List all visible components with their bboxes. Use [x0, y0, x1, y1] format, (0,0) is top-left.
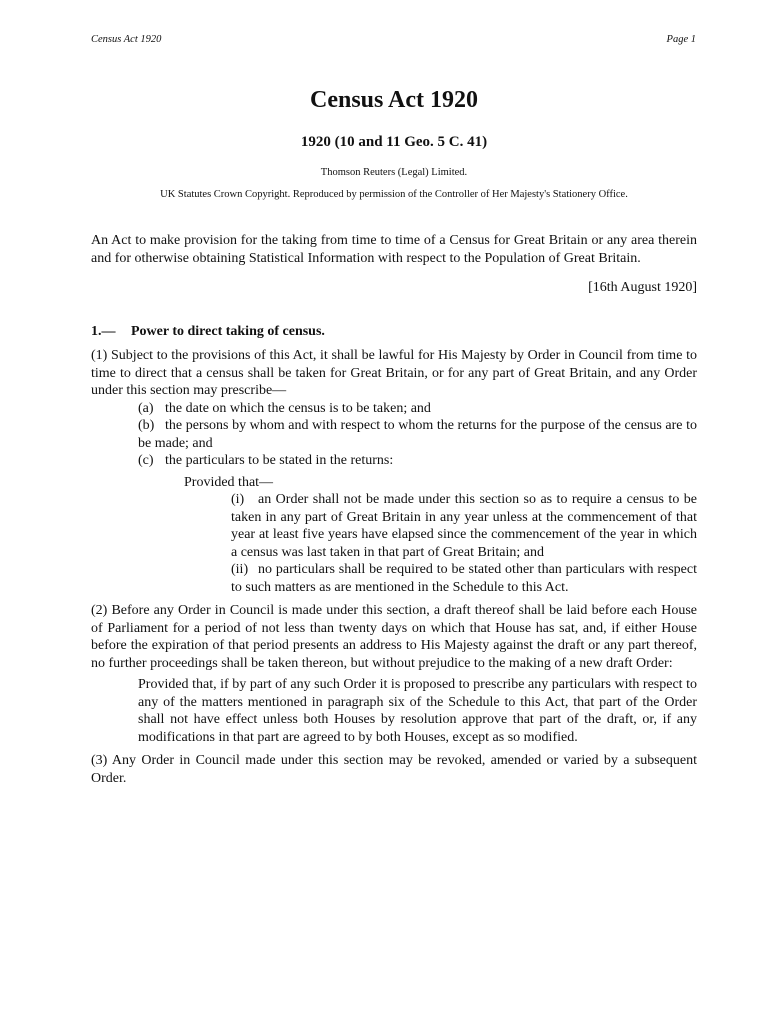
proviso-text: an Order shall not be made under this section so as to require a census to be taken in any part of Great Britain in any year unless at the commencement of that year at least five years have elapsed since the commencement of the year in which a census was last taken in that part of Great Britain; and: [231, 492, 697, 560]
proviso-label: (i): [231, 492, 245, 507]
document-body: [91, 80, 697, 787]
publisher-line: Thomson Reuters (Legal) Limited.: [320, 167, 468, 178]
proviso-item: [91, 491, 697, 561]
long-title: An Act to make provision for the taking from time to time of a Census for Great Britain or any area therein and for otherwise obtaining Statistical Information with respect to the Population of Great Britain.: [91, 233, 697, 266]
item-label: (c): [138, 453, 154, 468]
document-title: Census Act 1920: [309, 87, 478, 113]
proviso-text: no particulars shall be required to be stated other than particulars with respect to such matters as are mentioned in the Schedule to this Act.: [231, 562, 697, 595]
document-citation: 1920 (10 and 11 Geo. 5 C. 41): [300, 134, 488, 150]
running-header: [91, 32, 696, 48]
proviso-item: [91, 561, 697, 596]
item-label: (b): [138, 418, 155, 433]
running-title: Census Act 1920: [91, 34, 162, 45]
section-heading: [91, 323, 697, 341]
subsection-2-proviso: Provided that, if by part of any such Order it is proposed to prescribe any particulars with respect to any of the matters mentioned in paragraph six of the Schedule to this Act, that part of the Order shall not have effect unless both Houses by resolution approve that part of the draft, or, if any modifications in that part are agreed to by both Houses, except as so modified.: [138, 677, 697, 745]
proviso-label: (ii): [231, 562, 249, 577]
item-text: the date on which the census is to be taken; and: [165, 400, 431, 416]
enactment-date: [16th August 1920]: [588, 280, 697, 295]
page-number: Page 1: [666, 34, 696, 45]
item-text: the persons by whom and with respect to whom the returns for the purpose of the census are to be made; and: [138, 418, 697, 451]
section-number: 1.—: [91, 324, 116, 339]
list-item: [91, 400, 697, 418]
proviso-intro: Provided that—: [184, 474, 274, 490]
copyright-notice: UK Statutes Crown Copyright. Reproduced by permission of the Controller of Her Majesty's Stationery Office.: [160, 189, 628, 200]
list-item: [91, 417, 697, 452]
subsection-3: (3) Any Order in Council made under this section may be revoked, amended or varied by a subsequent Order.: [91, 753, 697, 786]
item-label: (a): [138, 400, 154, 416]
list-item: [91, 452, 697, 470]
item-text: the particulars to be stated in the returns:: [165, 453, 394, 468]
section-title: Power to direct taking of census.: [131, 324, 325, 339]
subsection-1: (1) Subject to the provisions of this Act, it shall be lawful for His Majesty by Order in Council from time to time to direct that a census shall be taken for Great Britain, or for any part of Great Britain, and any Order under this section may prescribe—: [91, 348, 697, 398]
subsection-2: (2) Before any Order in Council is made under this section, a draft thereof shall be laid before each House of Parliament for a period of not less than twenty days on which that House has sat, and, if either House before the expiration of that period presents an address to His Majesty against the draft or any part thereof, no further proceedings shall be taken thereon, but without prejudice to the making of a new draft Order:: [91, 603, 697, 671]
